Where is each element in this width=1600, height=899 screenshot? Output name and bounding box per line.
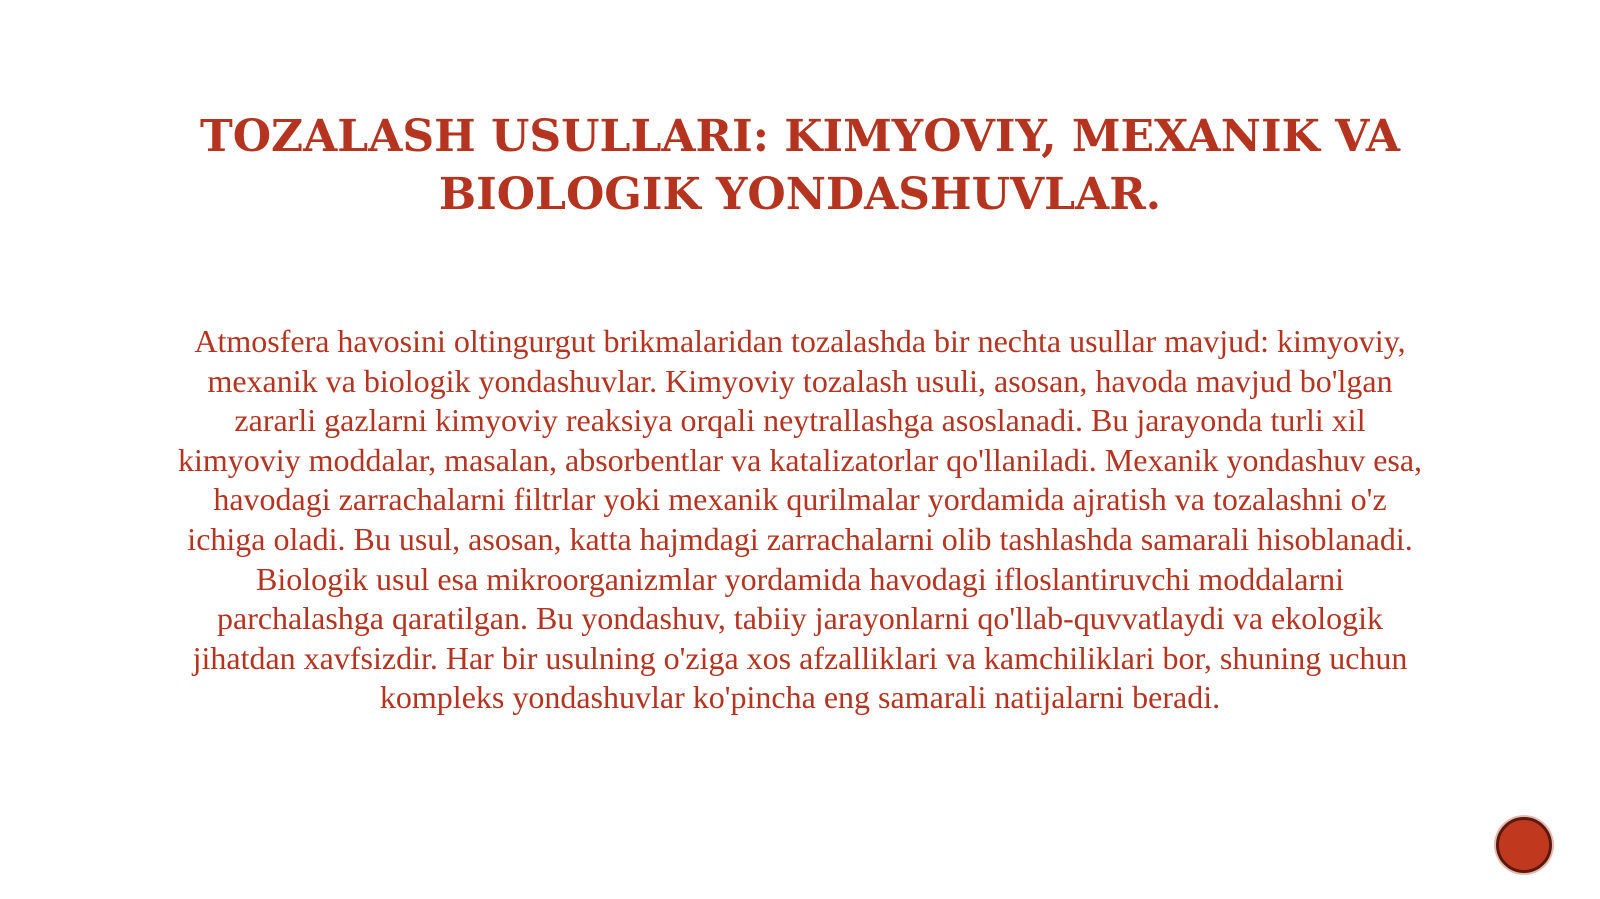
slide-title: TOZALASH USULLARI: KIMYOVIY, MEXANIK VA BIOLOGIK YONDASHUVLAR. — [199, 111, 1401, 220]
slide-body-text: Atmosfera havosini oltingurgut brikmalaridan tozalashda bir nechta usullar mavjud: kimyoviy, mexanik va biologik yondashuvlar. Kimyoviy tozalash usuli, asosan, havoda mavjud bo'lgan zararli gazlarni kimyoviy reaksiya orqali neytrallashga asoslanadi. Bu jarayonda turli xil kimyoviy moddalar, masalan, absorbentlar va katalizatorlar qo'llaniladi. Mexanik yondashuv esa, havodagi zarrachalarni filtrlar yoki mexanik qurilmalar yordamida ajratish va tozalashni o'z ichiga oladi. Bu usul, asosan, katta hajmdagi zarrachalarni olib tashlashda samarali hisoblanadi. Biologik usul esa mikroorganizmlar yordamida havodagi ifloslantiruvchi moddalarni parchalashga qaratilgan. Bu yondashuv, tabiiy jarayonlarni qo'llab-quvvatlaydi va ekologik jihatdan xavfsizdir. Har bir usulning o'ziga xos afzalliklari va kamchiliklari bor, shuning uchun kompleks yondashuvlar ko'pincha eng samarali natijalarni beradi. — [177, 323, 1423, 716]
circle-button-icon[interactable] — [1496, 817, 1552, 873]
